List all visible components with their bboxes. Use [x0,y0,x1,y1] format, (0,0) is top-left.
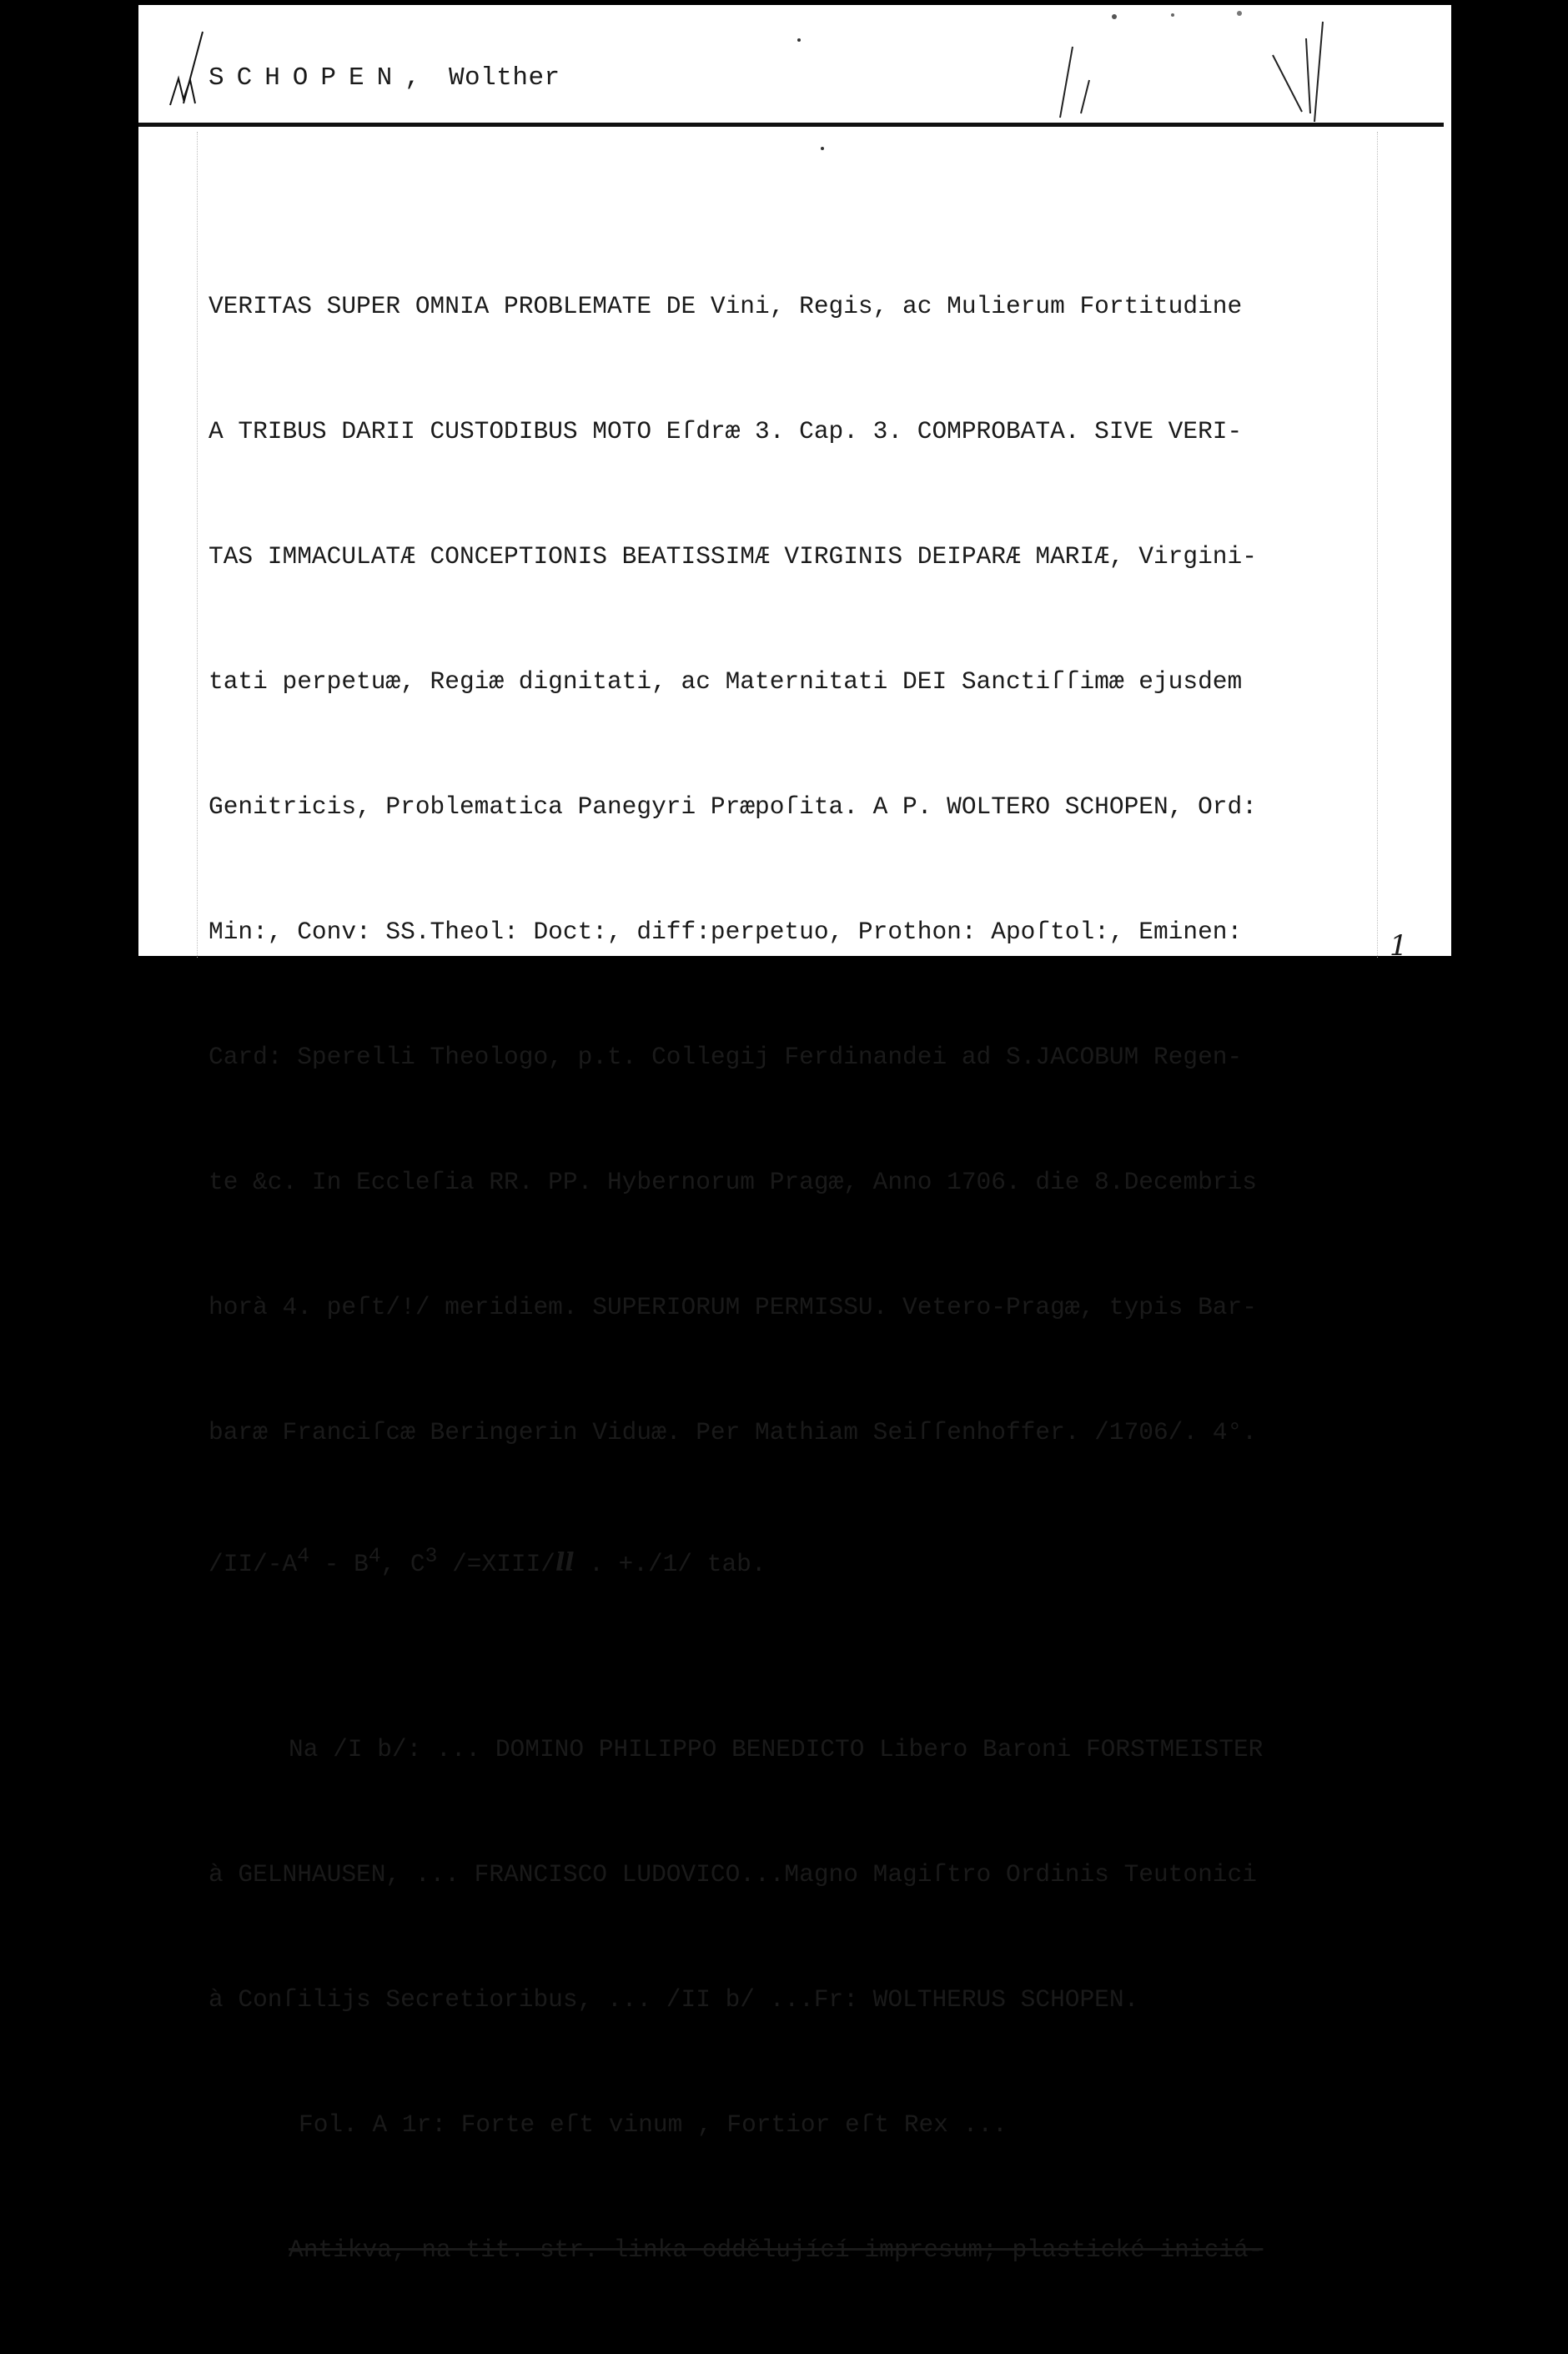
heading-surname: SCHOPEN, [209,63,433,93]
body-line: horà 4. peſt/!/ meridiem. SUPERIORUM PERMISSU. Vetero-Pragæ, typis Bar- [209,1293,1257,1321]
dedication-line: Na /I b/: ... DOMINO PHILIPPO BENEDICTO Libero Baroni FORSTMEISTER [289,1735,1264,1763]
card-heading [209,63,560,93]
handwritten-slash-mark [165,28,215,112]
heading-given-name: Wolther [448,63,560,93]
body-line: A TRIBUS DARII CUSTODIBUS MOTO Eſdræ 3. Cap. 3. COMPROBATA. SIVE VERI- [209,417,1243,445]
body-line: te &c. In Eccleſia RR. PP. Hybernorum Pragæ, Anno 1706. die 8.Decembris [209,1168,1257,1196]
body-line: Min:, Conv: SS.Theol: Doct:, diff:perpetuo, Prothon: Apoſtol:, Eminen: [209,918,1243,946]
collation-sup-c: 3 [425,1546,438,1568]
body-line: baræ Franciſcæ Beringerin Viduæ. Per Mathiam Seiſſenhoffer. /1706/. 4°. [209,1418,1257,1446]
body-line: Card: Sperelli Theologo, p.t. Collegij Ferdinandei ad S.JACOBUM Regen- [209,1043,1243,1071]
collation-tail: . +./1/ tab. [574,1549,766,1578]
collation-sup-a: 4 [297,1546,309,1568]
struck-note-text: Antikva, na tit. str. linka oddělující impresum; plastické iniciá- [289,2236,1264,2264]
collation-c: , C [380,1549,425,1578]
collation-prefix: /II/-A [209,1549,298,1578]
right-margin-line [1377,132,1378,958]
catalog-card [138,5,1451,2264]
struck-note-line [209,2229,1376,2271]
page-number: 1 [1390,929,1408,963]
heading-rule [138,123,1444,127]
card-body [209,202,1376,2354]
body-line: VERITAS SUPER OMNIA PROBLEMATE DE Vini, Regis, ac Mulierum Fortitudine [209,292,1243,320]
collation-xiii: /=XIII/ [437,1549,556,1578]
handwritten-ll: ll [555,1547,575,1577]
collation-sup-b: 4 [368,1546,381,1568]
dedication-line: à Conſilijs Secretioribus, ... /II b/ ...Fr: WOLTHERUS SCHOPEN. [209,1985,1139,2014]
body-line: Genitricis, Problematica Panegyri Præpoſita. A P. WOLTERO SCHOPEN, Ord: [209,792,1257,821]
collation-b: - B [309,1549,369,1578]
collation-line [209,1537,1376,1578]
body-line: TAS IMMACULATÆ CONCEPTIONIS BEATISSIMÆ VIRGINIS DEIPARÆ MARIÆ, Virgini- [209,542,1257,571]
dedication-line: à GELNHAUSEN, ... FRANCISCO LUDOVICO...Magno Magiſtro Ordinis Teutonici [209,1860,1257,1889]
incipit-line: Fol. A 1r: Forte eſt vinum , Fortior eſt Rex ... [299,2110,1008,2139]
body-line: tati perpetuæ, Regiæ dignitati, ac Maternitati DEI Sanctiſſimæ ejusdem [209,667,1243,696]
left-margin-line [197,132,198,958]
